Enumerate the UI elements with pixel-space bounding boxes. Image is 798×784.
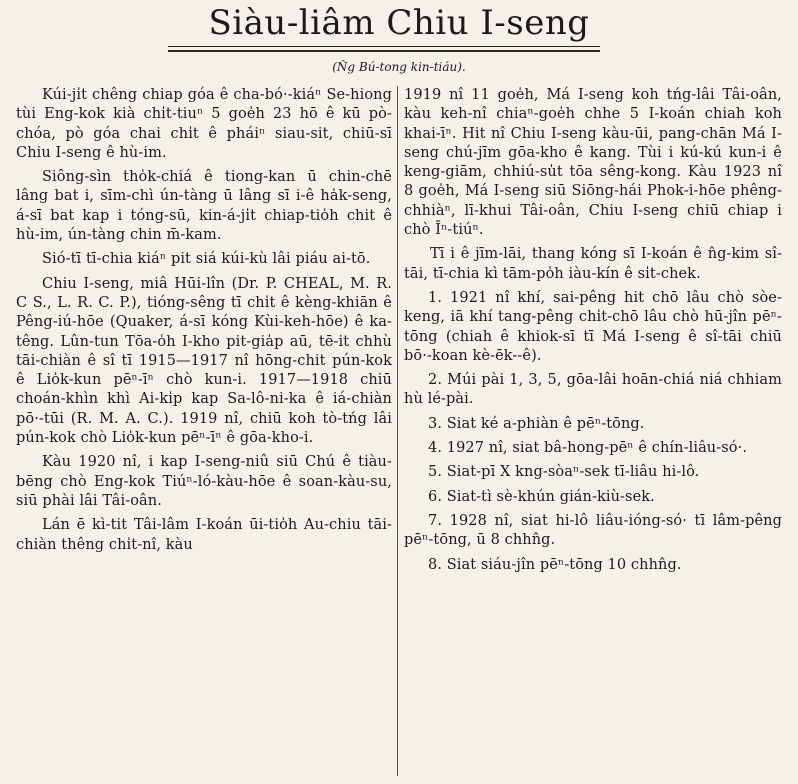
paragraph: Chiu I-seng, miâ Hūi-lîn (Dr. P. CHEAL, M. R. C S., L. R. C. P.), tióng-sêng tī chi̍t ê kèng-khiān ê Pêng-iú-hōe (Quaker, á-sī kóng Kùi-keh-hōe) ê ka-têng. Lûn-tun Tōa-o̍h I-kho pit-gia̍p aū, tē-it chhù tāi-chiàn ê sî tī 1915—1917 nî hōng-chit pún-kok ê Lio̍k-kun pēⁿ-īⁿ chò kun-i. 1917—1918 chiū choán-khìn khì Ai-ki̍p kap Sa-lô-ni-ka ê iá-chiàn pō·-tūi (R. M. A. C.). 1919 nî, chiū koh tò-tńg lâi pún-kok chò Lio̍k-kun pēⁿ-īⁿ ê gōa-kho-i. — [16, 275, 392, 447]
article-title: Siàu-liâm Chiu I-seng — [208, 3, 590, 43]
list-item: 8. Siat siáu-jîn pēⁿ-tōng 10 chhn̂g. — [428, 556, 682, 573]
list-item: 5. Siat-pī X kng-sòaⁿ-sek tī-liâu hi-lô. — [428, 464, 700, 481]
list-item: 3. Siat ké a-phiàn ê pēⁿ-tōng. — [428, 415, 645, 432]
list-item: 6. Siat-tì sè-khún gián-kiù-sek. — [428, 488, 655, 505]
paragraph: Siông-sìn tho̍k-chiá ê tiong-kan ū chin-chē lâng bat i, sīm-chì ún-tàng ū lâng sī i-ê ha̍k-seng, á-sī bat kap i tóng-sū, kin-á-ji̍t chiap-tio̍h chit ê hù-im, ún-tàng chin m̄-kam. — [16, 169, 392, 244]
column-divider — [397, 86, 398, 776]
left-column — [16, 86, 392, 560]
paragraph: Tī i ê jīm-lāi, thang kóng sī I-koán ê n̂g-kim sî-tāi, tī-chia kì tām-po̍h iàu-kín ê si̍t-chek. — [404, 246, 782, 282]
author-byline: (N̂g Bú-tong kin-tiáu). — [332, 60, 466, 74]
paragraph: Kàu 1920 nî, i kap I-seng-niû siū Chú ê tiàu-bēng chò Eng-kok Tiúⁿ-ló-kàu-hōe ê soan-kàu-su, siū phài lâi Tâi-oân. — [16, 454, 392, 509]
paragraph: Lán ē kì-tit Tâi-lâm I-koán ūi-tio̍h Au-chiu tāi-chiàn thêng chi̍t-nî, kàu — [16, 517, 392, 553]
list-item: 7. 1928 nî, siat hi-lô liâu-ióng-só· tī lâm-pêng pēⁿ-tōng, ū 8 chhn̂g. — [404, 512, 782, 549]
title-rule-thick — [168, 50, 600, 52]
list-item: 2. Múi pài 1, 3, 5, gōa-lâi hoān-chiá niá chhiam hù lé-pài. — [404, 372, 782, 408]
title-rule-thin — [168, 46, 600, 47]
paragraph-continued: 1919 nî 11 goe̍h, Má I-seng koh tńg-lâi Tâi-oân, kàu keh-nî chiaⁿ-goe̍h chhe 5 I-koán chiah koh khai-īⁿ. Hit nî Chiu I-seng kàu-ūi, pang-chān Má I-seng chú-jīm gōa-kho ê kang. Tùi i kú-kú kun-i ê keng-giām, chhiú-su̍t tōa sêng-kong. Kàu 1923 nî 8 goe̍h, Má I-seng siū Siōng-hái Phok-i-hōe phêng-chhiàⁿ, lī-khui Tâi-oân, Chiu I-seng chiū chiap i chò Īⁿ-tiúⁿ. — [404, 87, 782, 239]
right-column — [404, 86, 782, 580]
list-item: 4. 1927 nî, siat bâ-hong-pēⁿ ê chín-liâu-só·. — [428, 440, 748, 457]
list-item: 1. 1921 nî khí, sai-pêng hit chō lâu chò sòe-keng, iā khí tang-pêng chi̍t-chō lâu chò hū-jîn pēⁿ-tōng (chiah ê khiok-sī tī Má I-seng ê sî-tāi chiū bō·-koan kè-ēk--ê). — [404, 289, 782, 364]
paragraph: Kúi-ji̍t chêng chiap góa ê cha-bó·-kiáⁿ Se-hiong tùi Eng-kok kià chi̍t-tiuⁿ 5 goe̍h 23 hō ê kū pò-chóa, pò góa chai chi̍t ê phái‌ⁿ siau-sit, chiū-sī Chiu I-seng ê hù-im. — [16, 87, 392, 161]
paragraph: Sió-tī tī-chia kiáⁿ pit siá kúi-kù lâi piáu ai-tō. — [42, 251, 371, 268]
